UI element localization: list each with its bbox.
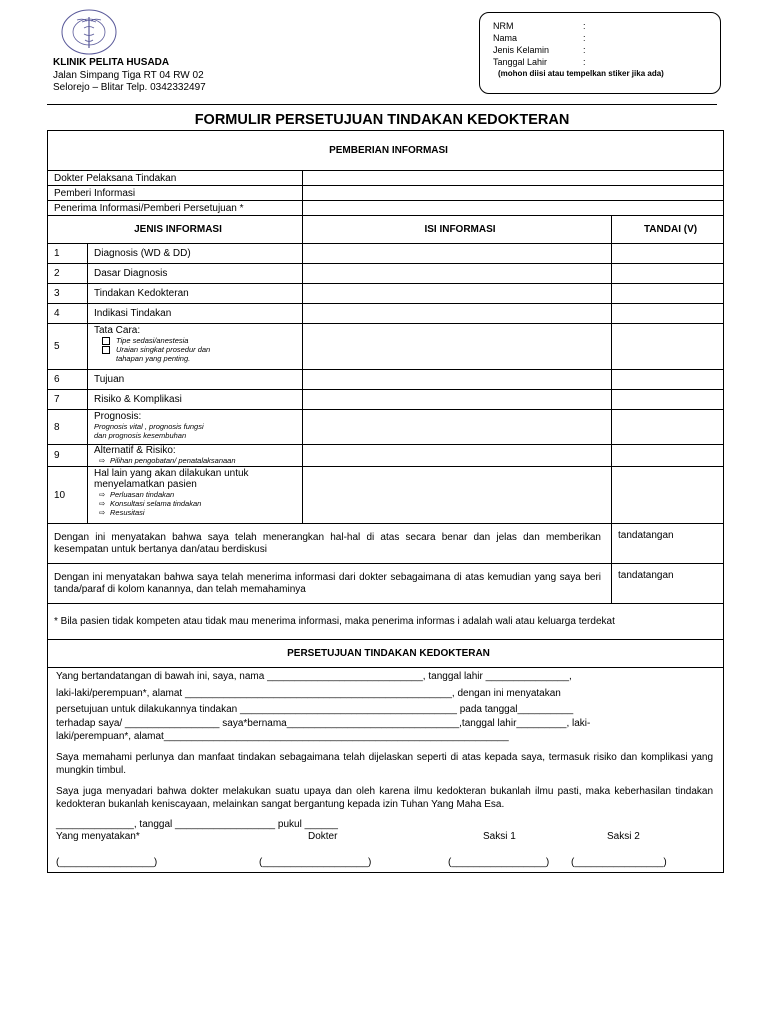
- consent-paragraph: Saya memahami perlunya dan manfaat tindakan sebagaimana telah dijelaskan seperti di atas kepada saya, termasuk risiko dan komplikasi yang mungkin timbul.: [56, 751, 714, 776]
- dokter-pelaksana-label: Dokter Pelaksana Tindakan: [48, 171, 303, 186]
- consent-line: terhadap saya/ _________________ saya*bernama_______________________________,tanggal lahir_________, laki-: [56, 717, 591, 729]
- dokter-pelaksana-field[interactable]: [303, 171, 724, 186]
- row-number: 7: [48, 390, 88, 410]
- row-label-cell: [88, 410, 303, 445]
- clinic-info: [53, 57, 206, 95]
- sub-item: dan prognosis kesembuhan: [94, 431, 187, 440]
- isi-field[interactable]: [303, 370, 612, 390]
- consent-form-table: [47, 130, 724, 873]
- tandai-field[interactable]: [612, 445, 724, 467]
- sticker-field-nama: Nama: [493, 33, 518, 43]
- clinic-name: KLINIK PELITA HUSADA: [53, 57, 170, 68]
- row-label-cell: [88, 467, 303, 524]
- table-row: [48, 304, 724, 324]
- consent-body: [48, 668, 724, 873]
- row-label: Tujuan: [88, 370, 303, 390]
- signature-doctor-field[interactable]: [612, 524, 724, 564]
- sticker-colon: :: [583, 45, 586, 55]
- signature-blank-witness-1[interactable]: (_________________): [448, 856, 550, 868]
- row-label: Risiko & Komplikasi: [88, 390, 303, 410]
- clinic-address-2: Selorejo – Blitar Telp. 0342332497: [53, 82, 206, 93]
- signature-blank-patient[interactable]: (_________________): [56, 856, 158, 868]
- footnote: * Bila pasien tidak kompeten atau tidak mau menerima informasi, maka penerima informas i adalah wali atau keluarga terdekat: [48, 604, 724, 640]
- table-row: [48, 410, 724, 445]
- row-number: 6: [48, 370, 88, 390]
- patient-sticker-box: [479, 12, 721, 94]
- isi-field[interactable]: [303, 324, 612, 370]
- isi-field[interactable]: [303, 264, 612, 284]
- table-row: [48, 390, 724, 410]
- sub-item: tahapan yang penting.: [116, 354, 191, 364]
- penerima-informasi-label: Penerima Informasi/Pemberi Persetujuan *: [48, 201, 303, 216]
- signature-blank-doctor[interactable]: (___________________): [259, 856, 372, 868]
- row-number: 10: [48, 467, 88, 524]
- arrow-icon: ⇨: [98, 490, 106, 499]
- sub-item: Resusitasi: [110, 508, 145, 517]
- row-number: 5: [48, 324, 88, 370]
- table-row: [48, 284, 724, 304]
- signer-label-witness-2: Saksi 2: [607, 830, 640, 842]
- row-number: 8: [48, 410, 88, 445]
- signature-block: [56, 812, 713, 872]
- table-row: [48, 244, 724, 264]
- consent-line: persetujuan untuk dilakukannya tindakan _______________________________________ pada tanggal__________: [56, 704, 574, 715]
- row-label: menyelamatkan pasien: [94, 479, 197, 490]
- row-label-cell: [88, 445, 303, 467]
- consent-line: laki-laki/perempuan*, alamat ________________________________________________, dengan ini menyatakan: [56, 687, 561, 699]
- row-label: Tindakan Kedokteran: [88, 284, 303, 304]
- isi-field[interactable]: [303, 445, 612, 467]
- signer-label-witness-1: Saksi 1: [483, 830, 516, 842]
- arrow-icon: ⇨: [98, 508, 106, 517]
- tandai-field[interactable]: [612, 304, 724, 324]
- tandai-field[interactable]: [612, 370, 724, 390]
- tandai-field[interactable]: [612, 244, 724, 264]
- tandai-field[interactable]: [612, 264, 724, 284]
- isi-field[interactable]: [303, 410, 612, 445]
- sticker-colon: :: [583, 21, 586, 31]
- row-number: 1: [48, 244, 88, 264]
- date-time-line[interactable]: ______________, tanggal __________________ pukul ______: [56, 818, 338, 830]
- signer-label-doctor: Dokter: [308, 830, 338, 842]
- arrow-icon: ⇨: [98, 456, 106, 465]
- row-label: Tata Cara:: [94, 325, 141, 336]
- row-label: Prognosis:: [94, 411, 142, 422]
- clinic-address-1: Jalan Simpang Tiga RT 04 RW 02: [53, 69, 204, 81]
- sticker-field-tanggal-lahir: Tanggal Lahir: [493, 57, 548, 67]
- arrow-icon: ⇨: [98, 499, 106, 508]
- consent-line: Yang bertandatangan di bawah ini, saya, nama ____________________________, tanggal lahir _______________,: [56, 671, 572, 682]
- tandai-field[interactable]: [612, 284, 724, 304]
- signature-recipient-field[interactable]: [612, 564, 724, 604]
- tandai-field[interactable]: [612, 390, 724, 410]
- sub-item: Perluasan tindakan: [110, 490, 175, 499]
- sticker-colon: :: [583, 57, 586, 67]
- checkbox-icon: [102, 337, 110, 345]
- sub-item: Konsultasi selama tindakan: [110, 499, 202, 508]
- row-label-cell: [88, 324, 303, 370]
- signature-label: tandatangan: [618, 570, 674, 581]
- info-section-title: PEMBERIAN INFORMASI: [48, 131, 724, 171]
- row-number: 2: [48, 264, 88, 284]
- table-row: [48, 467, 724, 524]
- sub-item: Prognosis vital , prognosis fungsi: [94, 422, 204, 431]
- isi-field[interactable]: [303, 467, 612, 524]
- signature-blank-witness-2[interactable]: (________________): [571, 856, 667, 868]
- row-number: 3: [48, 284, 88, 304]
- tandai-field[interactable]: [612, 410, 724, 445]
- row-label: Dasar Diagnosis: [88, 264, 303, 284]
- signer-label-patient: Yang menyatakan*: [56, 830, 140, 842]
- sub-item: Pilihan pengobatan/ penatalaksanaan: [110, 456, 236, 465]
- header-divider: [47, 104, 717, 105]
- isi-field[interactable]: [303, 304, 612, 324]
- signature-label: tandatangan: [618, 530, 674, 541]
- table-row: [48, 370, 724, 390]
- sub-item: Tipe sedasi/anestesia: [116, 336, 189, 345]
- col-header-tandai: TANDAI (V): [612, 216, 724, 244]
- pemberi-informasi-field[interactable]: [303, 186, 724, 201]
- sticker-colon: :: [583, 33, 586, 43]
- consent-paragraph: Saya juga menyadari bahwa dokter melakukan suatu upaya dan oleh karena ilmu kedokteran bukanlah ilmu pasti, maka keberhasilan tindakan kedokteran bukanlah keniscayaan, melainkan sangat bergantung kepada izin Tuhan Yang Maha Esa.: [56, 785, 714, 810]
- sticker-note: (mohon diisi atau tempelkan stiker jika ada): [498, 69, 664, 78]
- form-title: FORMULIR PERSETUJUAN TINDAKAN KEDOKTERAN: [194, 112, 570, 128]
- statement-doctor: Dengan ini menyatakan bahwa saya telah menerangkan hal-hal di atas secara benar dan jelas dan memberikan kesempatan untuk bertanya dan/atau berdiskusi: [48, 524, 612, 564]
- isi-field[interactable]: [303, 390, 612, 410]
- row-label: Hal lain yang akan dilakukan untuk: [94, 468, 249, 479]
- table-row: [48, 264, 724, 284]
- isi-field[interactable]: [303, 284, 612, 304]
- row-label: Alternatif & Risiko:: [94, 445, 176, 456]
- tandai-field[interactable]: [612, 324, 724, 370]
- sticker-field-jenis-kelamin: Jenis Kelamin: [493, 45, 550, 55]
- table-row: [48, 324, 724, 370]
- col-header-jenis: JENIS INFORMASI: [48, 216, 303, 244]
- row-number: 4: [48, 304, 88, 324]
- pemberi-informasi-label: Pemberi Informasi: [48, 186, 303, 201]
- row-number: 9: [48, 445, 88, 467]
- caduceus-icon: [60, 8, 118, 56]
- row-label: Indikasi Tindakan: [88, 304, 303, 324]
- table-row: [48, 445, 724, 467]
- sticker-field-nrm: NRM: [493, 21, 514, 31]
- tandai-field[interactable]: [612, 467, 724, 524]
- statement-recipient: Dengan ini menyatakan bahwa saya telah menerima informasi dari dokter sebagaimana di atas kemudian yang saya beri tanda/paraf di kolom kanannya, dan telah memahaminya: [48, 564, 612, 604]
- row-label: Diagnosis (WD & DD): [88, 244, 303, 264]
- sub-item: Uraian singkat prosedur dan: [116, 345, 211, 355]
- clinic-logo: [60, 8, 118, 56]
- col-header-isi: ISI INFORMASI: [303, 216, 612, 244]
- checkbox-icon: [102, 346, 110, 354]
- isi-field[interactable]: [303, 244, 612, 264]
- penerima-informasi-field[interactable]: [303, 201, 724, 216]
- consent-line: laki/perempuan*, alamat______________________________________________________________: [56, 731, 509, 742]
- consent-section-title: PERSETUJUAN TINDAKAN KEDOKTERAN: [48, 640, 724, 668]
